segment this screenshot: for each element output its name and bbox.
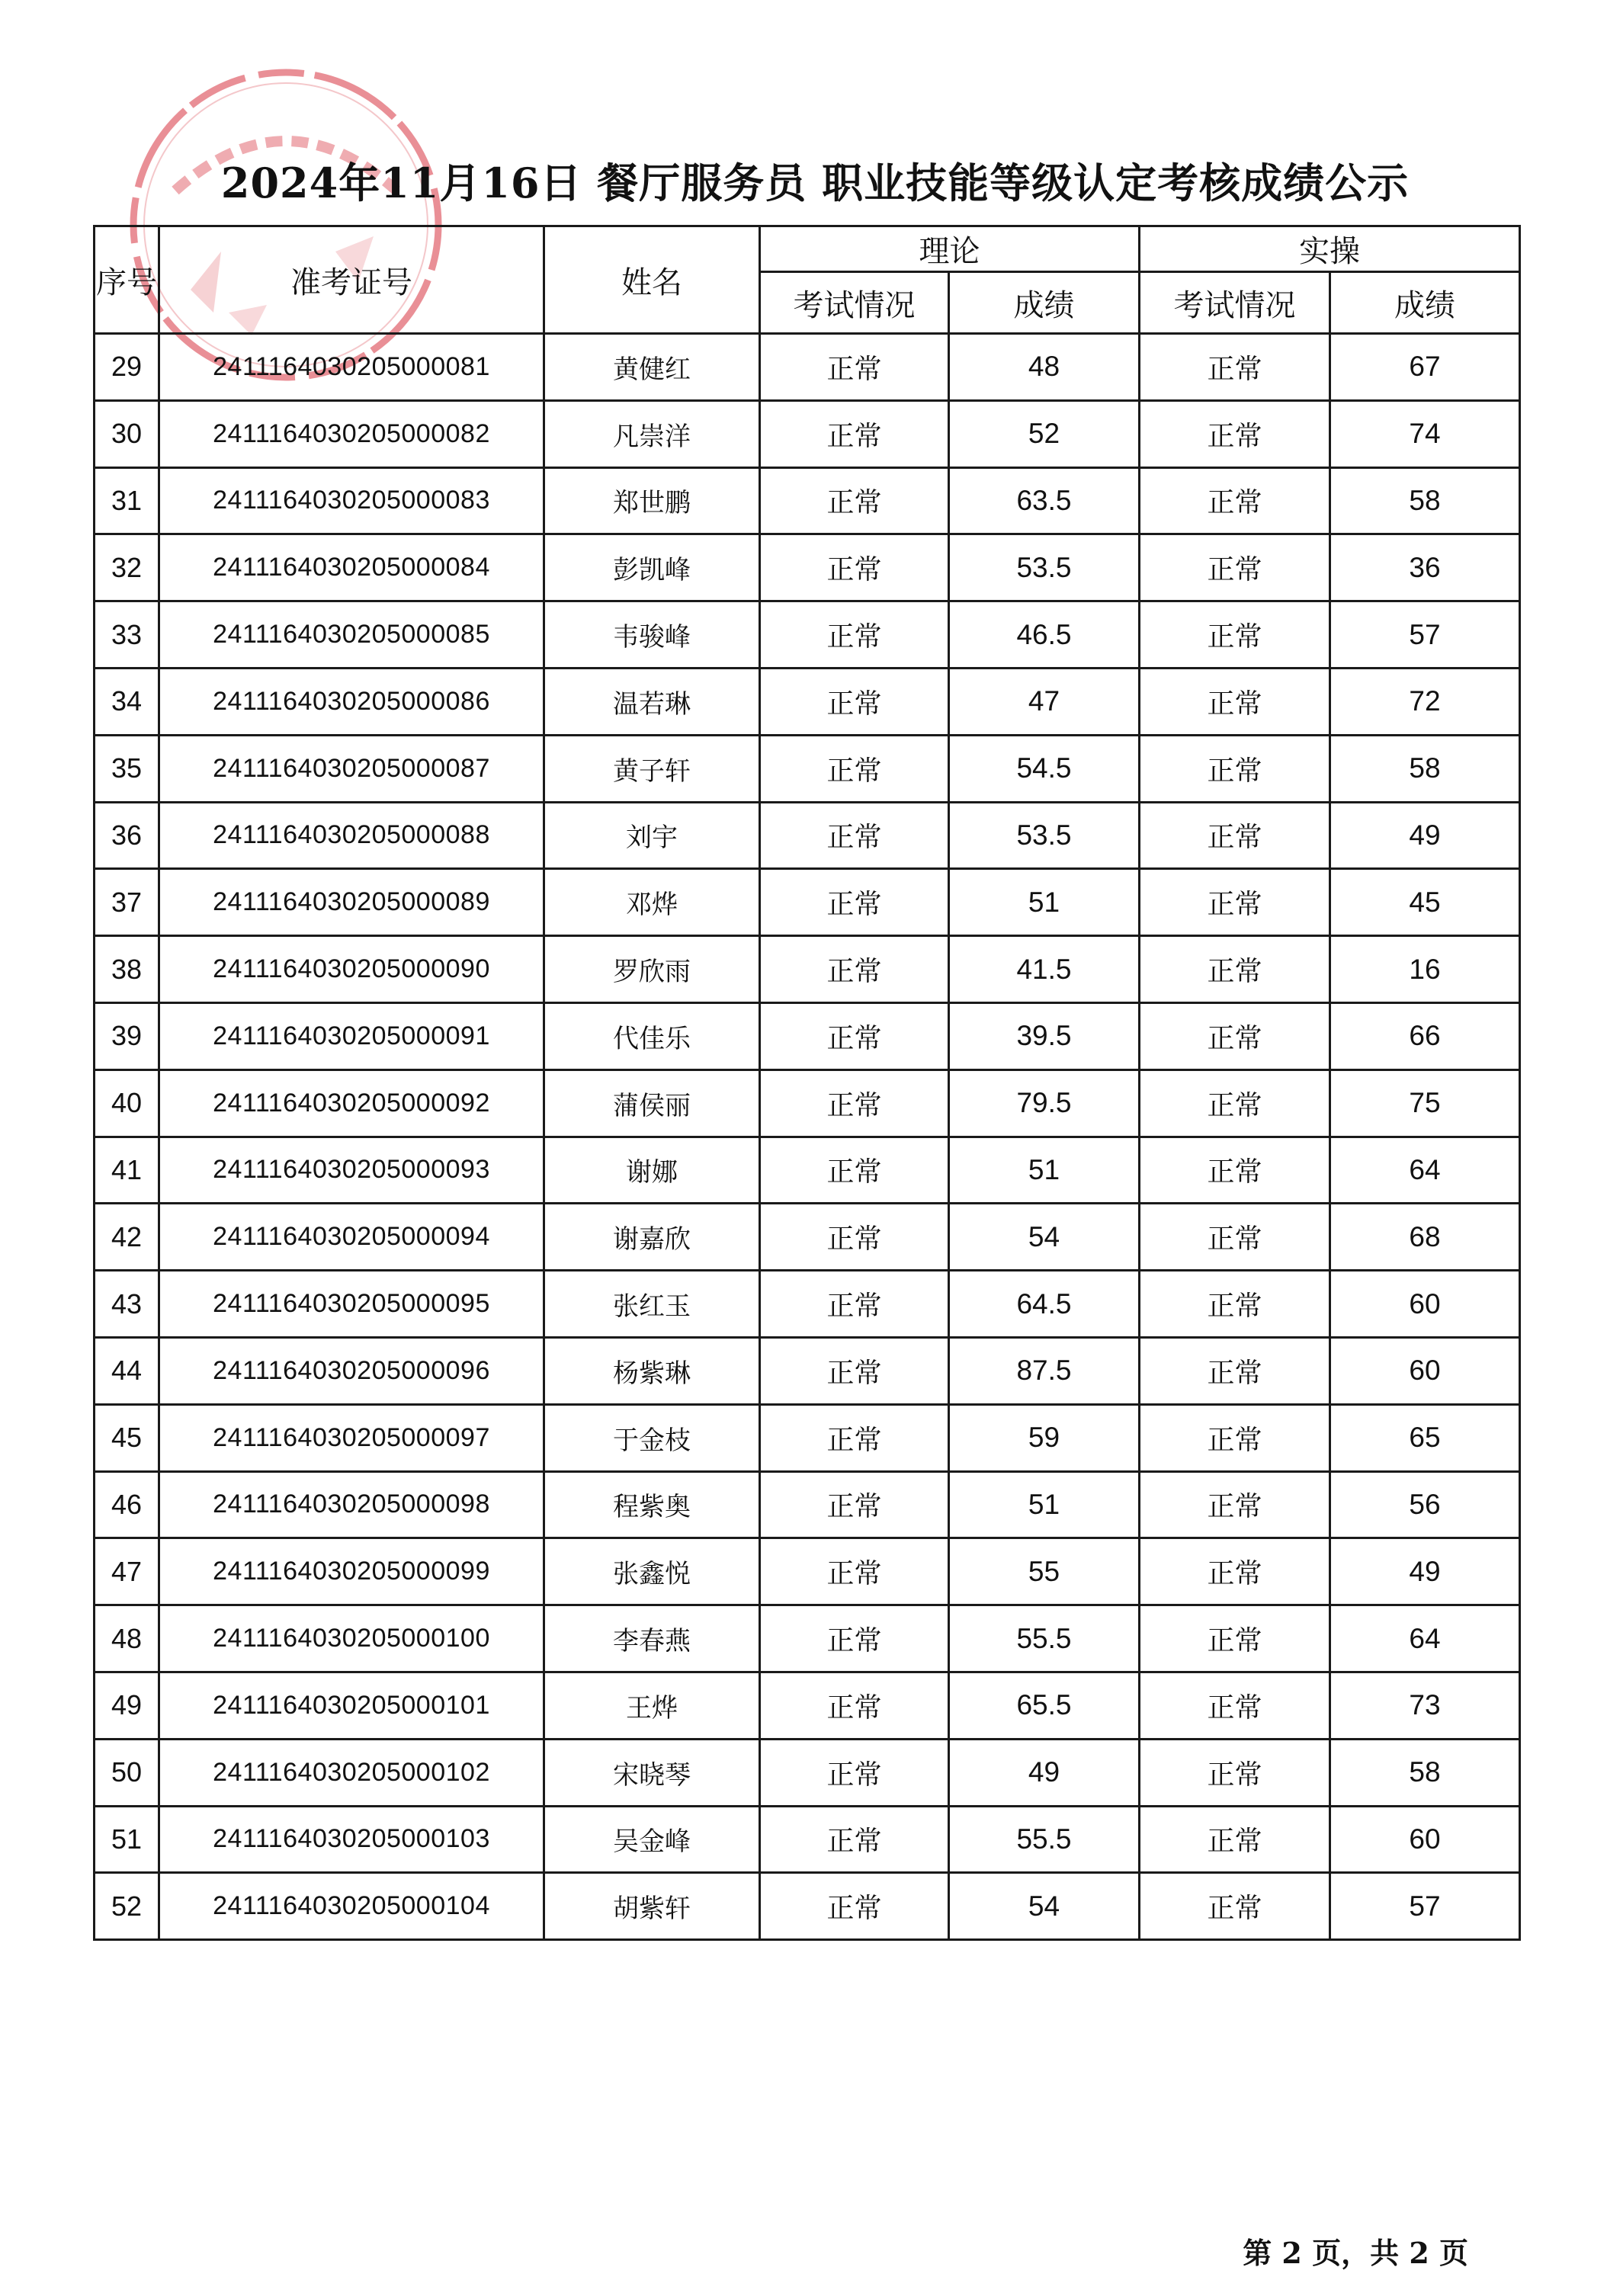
cell-name: 杨紫琳 xyxy=(544,1337,760,1404)
cell-name: 邓烨 xyxy=(544,869,760,936)
cell-theory-status: 正常 xyxy=(760,1137,949,1204)
cell-seq: 48 xyxy=(95,1605,159,1672)
cell-name: 代佳乐 xyxy=(544,1002,760,1069)
table-row xyxy=(95,1605,1520,1672)
table-row xyxy=(95,869,1520,936)
cell-practice-status: 正常 xyxy=(1140,1069,1330,1137)
header-practice-status: 考试情况 xyxy=(1140,272,1330,334)
cell-theory-status: 正常 xyxy=(760,1271,949,1338)
cell-practice-status: 正常 xyxy=(1140,400,1330,467)
cell-name: 凡崇洋 xyxy=(544,400,760,467)
cell-ticket: 2411164030205000087 xyxy=(159,735,544,802)
cell-theory-score: 51 xyxy=(949,1471,1140,1538)
table-row xyxy=(95,467,1520,534)
cell-practice-score: 65 xyxy=(1330,1404,1520,1471)
cell-seq: 32 xyxy=(95,534,159,601)
cell-theory-score: 54 xyxy=(949,1204,1140,1271)
cell-practice-score: 60 xyxy=(1330,1806,1520,1873)
cell-theory-status: 正常 xyxy=(760,400,949,467)
cell-name: 张鑫悦 xyxy=(544,1538,760,1605)
cell-ticket: 2411164030205000098 xyxy=(159,1471,544,1538)
cell-theory-score: 63.5 xyxy=(949,467,1140,534)
cell-name: 张红玉 xyxy=(544,1271,760,1338)
cell-theory-score: 46.5 xyxy=(949,601,1140,669)
cell-practice-score: 60 xyxy=(1330,1337,1520,1404)
table-row xyxy=(95,1873,1520,1940)
cell-name: 吴金峰 xyxy=(544,1806,760,1873)
cell-seq: 39 xyxy=(95,1002,159,1069)
cell-theory-status: 正常 xyxy=(760,1404,949,1471)
cell-theory-status: 正常 xyxy=(760,936,949,1003)
cell-theory-status: 正常 xyxy=(760,1471,949,1538)
cell-theory-status: 正常 xyxy=(760,869,949,936)
cell-practice-score: 49 xyxy=(1330,802,1520,869)
cell-practice-status: 正常 xyxy=(1140,802,1330,869)
header-theory-score: 成绩 xyxy=(949,272,1140,334)
cell-practice-status: 正常 xyxy=(1140,735,1330,802)
cell-practice-status: 正常 xyxy=(1140,1337,1330,1404)
cell-seq: 45 xyxy=(95,1404,159,1471)
cell-name: 温若琳 xyxy=(544,668,760,735)
cell-name: 刘宇 xyxy=(544,802,760,869)
cell-practice-status: 正常 xyxy=(1140,601,1330,669)
cell-name: 罗欣雨 xyxy=(544,936,760,1003)
cell-practice-score: 67 xyxy=(1330,334,1520,401)
cell-theory-score: 55.5 xyxy=(949,1806,1140,1873)
cell-seq: 44 xyxy=(95,1337,159,1404)
table-row xyxy=(95,1271,1520,1338)
table-row xyxy=(95,334,1520,401)
cell-practice-score: 60 xyxy=(1330,1271,1520,1338)
cell-seq: 50 xyxy=(95,1739,159,1806)
cell-practice-score: 16 xyxy=(1330,936,1520,1003)
cell-seq: 47 xyxy=(95,1538,159,1605)
cell-ticket: 2411164030205000097 xyxy=(159,1404,544,1471)
cell-name: 程紫奥 xyxy=(544,1471,760,1538)
cell-practice-score: 64 xyxy=(1330,1605,1520,1672)
table-row xyxy=(95,735,1520,802)
cell-practice-status: 正常 xyxy=(1140,1471,1330,1538)
cell-theory-status: 正常 xyxy=(760,802,949,869)
cell-theory-status: 正常 xyxy=(760,668,949,735)
cell-seq: 52 xyxy=(95,1873,159,1940)
cell-theory-score: 64.5 xyxy=(949,1271,1140,1338)
cell-practice-status: 正常 xyxy=(1140,1271,1330,1338)
cell-name: 谢嘉欣 xyxy=(544,1204,760,1271)
cell-theory-status: 正常 xyxy=(760,1337,949,1404)
table-row xyxy=(95,400,1520,467)
cell-ticket: 2411164030205000082 xyxy=(159,400,544,467)
table-row xyxy=(95,1404,1520,1471)
cell-ticket: 2411164030205000101 xyxy=(159,1672,544,1739)
cell-name: 黄子轩 xyxy=(544,735,760,802)
cell-practice-status: 正常 xyxy=(1140,1204,1330,1271)
cell-practice-status: 正常 xyxy=(1140,534,1330,601)
cell-theory-status: 正常 xyxy=(760,1672,949,1739)
cell-ticket: 2411164030205000094 xyxy=(159,1204,544,1271)
cell-practice-score: 66 xyxy=(1330,1002,1520,1069)
cell-practice-status: 正常 xyxy=(1140,1137,1330,1204)
cell-practice-score: 36 xyxy=(1330,534,1520,601)
cell-theory-score: 59 xyxy=(949,1404,1140,1471)
table-row xyxy=(95,1806,1520,1873)
cell-seq: 38 xyxy=(95,936,159,1003)
cell-seq: 36 xyxy=(95,802,159,869)
header-theory: 理论 xyxy=(760,226,1140,272)
cell-theory-score: 51 xyxy=(949,1137,1140,1204)
cell-theory-status: 正常 xyxy=(760,1538,949,1605)
cell-theory-score: 54.5 xyxy=(949,735,1140,802)
cell-practice-score: 74 xyxy=(1330,400,1520,467)
cell-ticket: 2411164030205000100 xyxy=(159,1605,544,1672)
table-row xyxy=(95,1204,1520,1271)
cell-seq: 51 xyxy=(95,1806,159,1873)
score-table xyxy=(93,225,1521,1941)
cell-name: 黄健红 xyxy=(544,334,760,401)
cell-name: 王烨 xyxy=(544,1672,760,1739)
cell-ticket: 2411164030205000099 xyxy=(159,1538,544,1605)
cell-practice-score: 58 xyxy=(1330,735,1520,802)
cell-theory-score: 54 xyxy=(949,1873,1140,1940)
table-row xyxy=(95,601,1520,669)
cell-ticket: 2411164030205000081 xyxy=(159,334,544,401)
cell-practice-status: 正常 xyxy=(1140,869,1330,936)
cell-theory-score: 53.5 xyxy=(949,534,1140,601)
cell-practice-score: 73 xyxy=(1330,1672,1520,1739)
cell-practice-score: 56 xyxy=(1330,1471,1520,1538)
cell-theory-score: 65.5 xyxy=(949,1672,1140,1739)
cell-seq: 34 xyxy=(95,668,159,735)
table-row xyxy=(95,1672,1520,1739)
cell-ticket: 2411164030205000084 xyxy=(159,534,544,601)
cell-ticket: 2411164030205000092 xyxy=(159,1069,544,1137)
cell-seq: 49 xyxy=(95,1672,159,1739)
cell-theory-score: 51 xyxy=(949,869,1140,936)
cell-practice-status: 正常 xyxy=(1140,467,1330,534)
cell-practice-status: 正常 xyxy=(1140,1739,1330,1806)
cell-theory-status: 正常 xyxy=(760,1806,949,1873)
cell-name: 蒲侯丽 xyxy=(544,1069,760,1137)
cell-ticket: 2411164030205000096 xyxy=(159,1337,544,1404)
cell-theory-score: 39.5 xyxy=(949,1002,1140,1069)
cell-ticket: 2411164030205000103 xyxy=(159,1806,544,1873)
cell-practice-score: 75 xyxy=(1330,1069,1520,1137)
cell-ticket: 2411164030205000095 xyxy=(159,1271,544,1338)
cell-seq: 30 xyxy=(95,400,159,467)
cell-practice-status: 正常 xyxy=(1140,1404,1330,1471)
header-name: 姓名 xyxy=(544,226,760,334)
cell-ticket: 2411164030205000086 xyxy=(159,668,544,735)
cell-name: 胡紫轩 xyxy=(544,1873,760,1940)
cell-name: 谢娜 xyxy=(544,1137,760,1204)
cell-theory-score: 48 xyxy=(949,334,1140,401)
cell-practice-score: 64 xyxy=(1330,1137,1520,1204)
cell-name: 彭凯峰 xyxy=(544,534,760,601)
cell-theory-score: 53.5 xyxy=(949,802,1140,869)
table-row xyxy=(95,1739,1520,1806)
header-ticket-number: 准考证号 xyxy=(159,226,544,334)
cell-practice-score: 45 xyxy=(1330,869,1520,936)
cell-ticket: 2411164030205000102 xyxy=(159,1739,544,1806)
table-row xyxy=(95,802,1520,869)
cell-seq: 42 xyxy=(95,1204,159,1271)
cell-theory-score: 49 xyxy=(949,1739,1140,1806)
cell-practice-status: 正常 xyxy=(1140,668,1330,735)
page-footer: 第 2 页，共 2 页 xyxy=(1243,2236,1468,2270)
cell-theory-status: 正常 xyxy=(760,1873,949,1940)
cell-theory-score: 41.5 xyxy=(949,936,1140,1003)
cell-theory-status: 正常 xyxy=(760,334,949,401)
cell-seq: 46 xyxy=(95,1471,159,1538)
cell-seq: 40 xyxy=(95,1069,159,1137)
cell-seq: 31 xyxy=(95,467,159,534)
cell-theory-status: 正常 xyxy=(760,1069,949,1137)
table-row xyxy=(95,534,1520,601)
cell-theory-score: 47 xyxy=(949,668,1140,735)
cell-practice-status: 正常 xyxy=(1140,936,1330,1003)
cell-practice-score: 57 xyxy=(1330,1873,1520,1940)
cell-ticket: 2411164030205000089 xyxy=(159,869,544,936)
cell-practice-score: 57 xyxy=(1330,601,1520,669)
table-row xyxy=(95,1538,1520,1605)
cell-ticket: 2411164030205000091 xyxy=(159,1002,544,1069)
cell-ticket: 2411164030205000083 xyxy=(159,467,544,534)
cell-theory-score: 52 xyxy=(949,400,1140,467)
cell-name: 宋晓琴 xyxy=(544,1739,760,1806)
table-row xyxy=(95,1002,1520,1069)
cell-theory-status: 正常 xyxy=(760,735,949,802)
table-row xyxy=(95,668,1520,735)
cell-ticket: 2411164030205000088 xyxy=(159,802,544,869)
header-theory-status: 考试情况 xyxy=(760,272,949,334)
cell-seq: 35 xyxy=(95,735,159,802)
cell-ticket: 2411164030205000090 xyxy=(159,936,544,1003)
cell-practice-status: 正常 xyxy=(1140,1806,1330,1873)
table-row xyxy=(95,1137,1520,1204)
cell-ticket: 2411164030205000104 xyxy=(159,1873,544,1940)
cell-theory-score: 55 xyxy=(949,1538,1140,1605)
header-practice: 实操 xyxy=(1140,226,1520,272)
header-seq: 序号 xyxy=(95,226,159,334)
cell-seq: 43 xyxy=(95,1271,159,1338)
cell-practice-score: 58 xyxy=(1330,1739,1520,1806)
cell-theory-status: 正常 xyxy=(760,467,949,534)
cell-practice-status: 正常 xyxy=(1140,334,1330,401)
cell-practice-score: 49 xyxy=(1330,1538,1520,1605)
cell-seq: 29 xyxy=(95,334,159,401)
cell-ticket: 2411164030205000093 xyxy=(159,1137,544,1204)
cell-theory-status: 正常 xyxy=(760,1739,949,1806)
table-row xyxy=(95,1471,1520,1538)
cell-practice-score: 58 xyxy=(1330,467,1520,534)
cell-name: 李春燕 xyxy=(544,1605,760,1672)
cell-theory-status: 正常 xyxy=(760,601,949,669)
cell-practice-status: 正常 xyxy=(1140,1538,1330,1605)
cell-practice-status: 正常 xyxy=(1140,1672,1330,1739)
cell-seq: 41 xyxy=(95,1137,159,1204)
page-title: 2024年11月16日 餐厅服务员 职业技能等级认定考核成绩公示 xyxy=(220,159,1410,207)
cell-practice-status: 正常 xyxy=(1140,1873,1330,1940)
cell-practice-score: 72 xyxy=(1330,668,1520,735)
cell-theory-score: 79.5 xyxy=(949,1069,1140,1137)
table-row xyxy=(95,1069,1520,1137)
table-row xyxy=(95,936,1520,1003)
cell-seq: 37 xyxy=(95,869,159,936)
cell-practice-status: 正常 xyxy=(1140,1002,1330,1069)
cell-theory-status: 正常 xyxy=(760,534,949,601)
cell-name: 韦骏峰 xyxy=(544,601,760,669)
cell-theory-score: 55.5 xyxy=(949,1605,1140,1672)
header-practice-score: 成绩 xyxy=(1330,272,1520,334)
cell-theory-status: 正常 xyxy=(760,1204,949,1271)
table-row xyxy=(95,1337,1520,1404)
cell-theory-score: 87.5 xyxy=(949,1337,1140,1404)
cell-seq: 33 xyxy=(95,601,159,669)
cell-ticket: 2411164030205000085 xyxy=(159,601,544,669)
cell-theory-status: 正常 xyxy=(760,1605,949,1672)
cell-practice-status: 正常 xyxy=(1140,1605,1330,1672)
cell-practice-score: 68 xyxy=(1330,1204,1520,1271)
cell-name: 郑世鹏 xyxy=(544,467,760,534)
cell-name: 于金枝 xyxy=(544,1404,760,1471)
cell-theory-status: 正常 xyxy=(760,1002,949,1069)
